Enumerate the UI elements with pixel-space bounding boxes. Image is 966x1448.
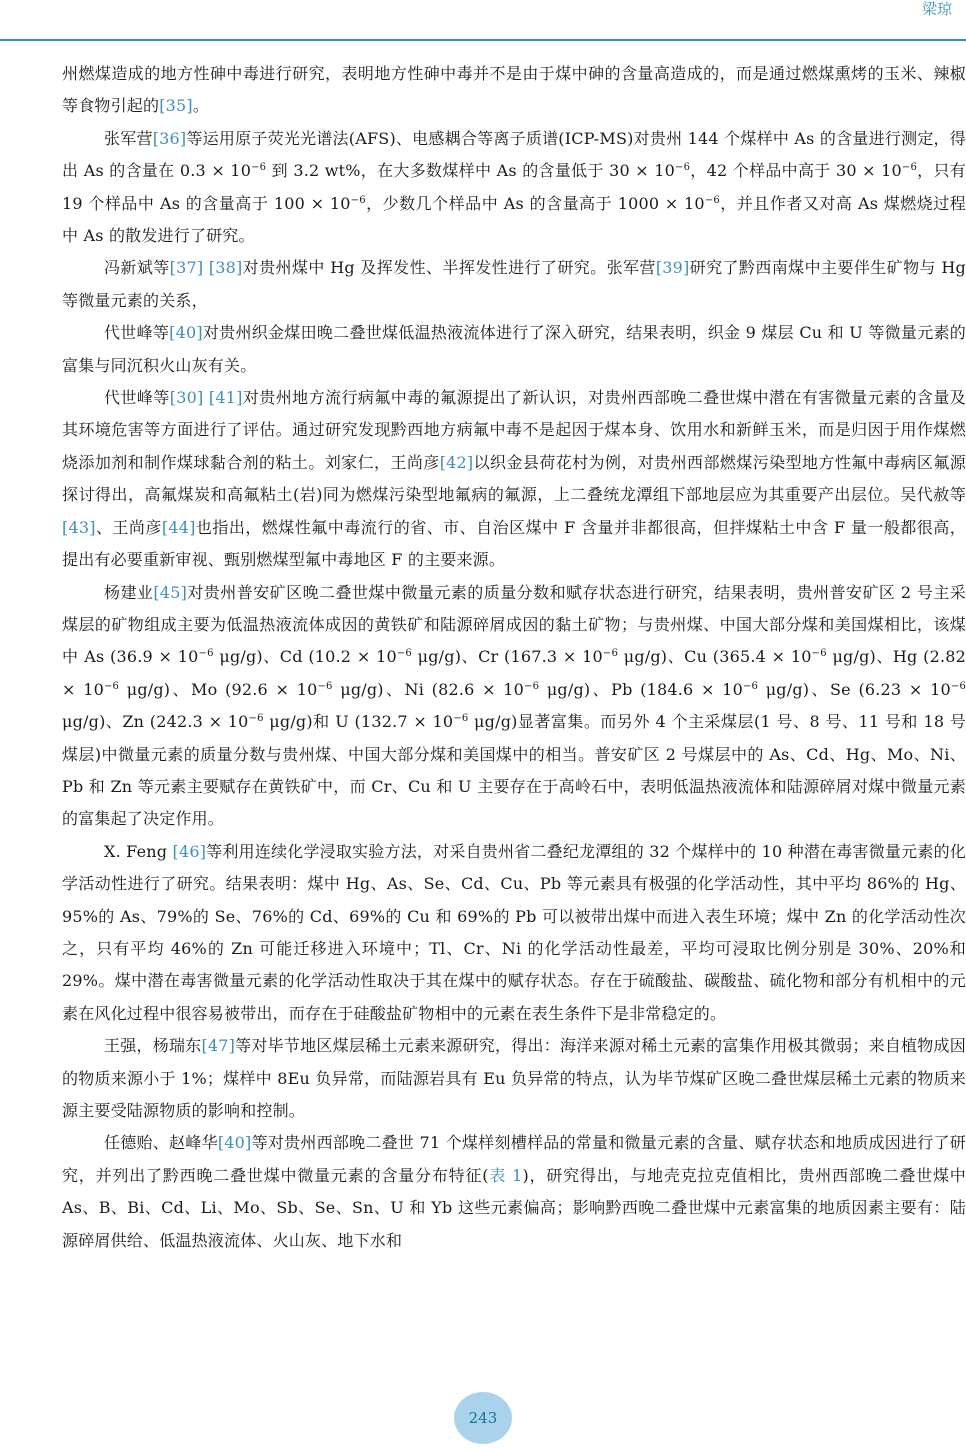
superscript-exponent: −6 (103, 680, 120, 692)
page-header (0, 0, 966, 40)
paragraph (62, 577, 966, 836)
citation-link[interactable]: [45] (153, 582, 188, 602)
text-run: 冯新斌等 (104, 258, 170, 278)
text-run: 等利用连续化学浸取实验方法，对采自贵州省二叠纪龙潭组的 32 个煤样中的 10 种潜在毒害微量元素的化学活动性进行了研究。结果表明：煤中 Hg、As、Se、Cd、Cu、Pb 等元素具有极强的化学活动性，其中平均 86%的 Hg、95%的 As、79%的 Se、76%的 Cd、69%的 Cu 和 69%的 Pb 可以被带出煤中而进入表生环境；煤中 Zn 的化学活动性次之，只有平均 46%的 Zn 可能迁移进入环境中；Tl、Cr、Ni 的化学活动性最差，平均可浸取比例分别是 30%、20%和 29%。煤中潜在毒害微量元素的化学活动性取决于其在煤中的赋存状态。存在于硫酸盐、碳酸盐、硫化物和部分有机相中的元素在风化过程中很容易被带出，而存在于硅酸盐矿物相中的元素在表生条件下是非常稳定的。 (62, 841, 966, 1023)
text-run: 等对毕节地区煤层稀土元素来源研究，得出：海洋来源对稀土元素的富集作用极其微弱；来自植物成因的物质来源小于 1%；煤样中 8Eu 负异常，而陆源岩具有 Eu 负异常的特点，认为毕节煤矿区晚二叠世煤层稀土元素的物质来源主要受陆源物质的影响和控制。 (62, 1036, 966, 1120)
paragraph (62, 58, 966, 123)
paragraph (62, 1127, 966, 1257)
text-run: ，少数几个样品中 As 的含量高于 1000 × 10 (365, 193, 705, 213)
text-run: 州燃煤造成的地方性砷中毒进行研究，表明地方性砷中毒并不是由于煤中砷的含量高造成的，而是通过燃煤熏烤的玉米、辣椒等食物引起的 (62, 64, 966, 116)
text-run: )，研究得出，与地壳克拉克值相比，贵州西部晚二叠世煤中 As、B、Bi、Cd、Li、Mo、Sb、Se、Sn、U 和 Yb 这些元素偏高；影响黔西晚二叠世煤中元素富集的地质因素主要有：陆源碎屑供给、低温热液流体、火山灰、地下水和 (62, 1165, 966, 1250)
citation-link[interactable]: [40] (217, 1133, 252, 1153)
text-run: 到 3.2 wt%，在大多数煤样中 As 的含量低于 30 × 10 (266, 161, 676, 181)
text-run: μg/g)、Pb (184.6 × 10 (539, 679, 743, 699)
superscript-exponent: −6 (675, 162, 691, 174)
citation-link[interactable]: [36] (152, 128, 187, 148)
citation-link[interactable]: [39] (655, 258, 690, 278)
superscript-exponent: −6 (704, 194, 720, 206)
citation-link[interactable]: [46] (172, 841, 207, 861)
superscript-exponent: −6 (950, 680, 966, 692)
running-head-author: 梁琼 (921, 0, 952, 18)
text-run: 、王尚彦 (95, 517, 162, 537)
superscript-exponent: −6 (248, 713, 264, 725)
superscript-exponent: −6 (811, 648, 827, 660)
citation-link[interactable]: [44] (161, 517, 196, 537)
text-run: 对贵州普安矿区晚二叠世煤中微量元素的质量分数和赋存状态进行研究，结果表明，贵州普安矿区 2 号主采煤层的矿物组成主要为低温热液流体成因的黄铁矿和陆源碎屑成因的黏土矿物；与贵州煤、中国大部分煤和美国煤相比，该煤中 As (36.9 × 10 (62, 582, 966, 667)
citation-link[interactable]: [43] (62, 517, 96, 537)
text-run: μg/g)、Se (6.23 × 10 (758, 679, 951, 699)
superscript-exponent: −6 (396, 648, 412, 660)
text-run: μg/g)、Zn (242.3 × 10 (62, 712, 249, 732)
paragraph (62, 836, 966, 1030)
superscript-exponent: −6 (198, 648, 214, 660)
text-run: μg/g)和 U (132.7 × 10 (263, 712, 454, 732)
text-run: ，42 个样品中高于 30 × 10 (690, 161, 902, 181)
superscript-exponent: −6 (350, 194, 366, 206)
text-run: 张军营 (104, 128, 153, 148)
citation-link[interactable]: [30] [41] (169, 388, 243, 408)
text-run: μg/g)显著富集。而另外 4 个主采煤层(1 号、8 号、11 号和 18 号煤层)中微量元素的质量分数与贵州煤、中国大部分煤和美国煤中的相当。普安矿区 2 号煤层中的 As、Cd、Hg、Mo、Ni、Pb 和 Zn 等元素主要赋存在黄铁矿中，而 Cr、Cu 和 U 主要存在于高岭石中，表明低温热液流体和陆源碎屑对煤中微量元素的富集起了决定作用。 (62, 712, 966, 829)
paragraph (62, 252, 966, 317)
text-run: 任德贻、赵峰华 (104, 1133, 218, 1153)
text-run: μg/g)、Cr (167.3 × 10 (412, 647, 603, 667)
text-run: 杨建业 (104, 582, 154, 602)
superscript-exponent: −6 (602, 648, 619, 660)
text-run: ，只有 19 个样品中 As 的含量高于 100 × 10 (62, 161, 966, 213)
text-run: 对贵州织金煤田晚二叠世煤低温热液流体进行了深入研究，结果表明，织金 9 煤层 Cu 和 U 等微量元素的富集与同沉积火山灰有关。 (62, 323, 966, 375)
text-run: 代世峰等 (104, 388, 170, 408)
text-run: μg/g)、Mo (92.6 × 10 (119, 679, 318, 699)
text-run: 对贵州地方流行病氟中毒的氟源提出了新认识，对贵州西部晚二叠世煤中潜在有害微量元素的含量及其环境危害等方面进行了评估。通过研究发现黔西地方病氟中毒不是起因于煤本身、饮用水和新鲜玉米，而是归因于用作煤燃烧添加剂和制作煤球黏合剂的粘土。刘家仁，王尚彦 (62, 388, 966, 472)
text-run: 对贵州煤中 Hg 及挥发性、半挥发性进行了研究。张军营 (242, 258, 656, 278)
text-run: 以织金县荷花村为例，对贵州西部燃煤污染型地方性氟中毒病区氟源探讨得出，高氟煤炭和高氟粘土(岩)同为燃煤污染型地氟病的氟源，上二叠统龙潭组下部地层应为其重要产出层位。吴代赦等 (62, 452, 966, 505)
paragraph (62, 382, 966, 576)
citation-link[interactable]: 表 1 (488, 1165, 523, 1185)
text-run: μg/g)、Cu (365.4 × 10 (618, 647, 812, 667)
header-divider (0, 39, 966, 41)
superscript-exponent: −6 (453, 713, 469, 725)
text-run: 。 (192, 96, 210, 116)
superscript-exponent: −6 (742, 680, 759, 692)
citation-link[interactable]: [35] (159, 96, 193, 116)
superscript-exponent: −6 (317, 680, 333, 692)
text-run: μg/g)、Ni (82.6 × 10 (332, 679, 525, 699)
text-run: 代世峰等 (104, 323, 170, 343)
text-run: 等运用原子荧光光谱法(AFS)、电感耦合等离子质谱(ICP-MS)对贵州 144 个煤样中 As 的含量进行测定，得出 As 的含量在 0.3 × 10 (62, 128, 966, 181)
paragraph (62, 123, 966, 253)
page-number-badge (454, 1392, 512, 1444)
superscript-exponent: −6 (251, 162, 267, 174)
superscript-exponent: −6 (524, 680, 540, 692)
citation-link[interactable]: [37] [38] (169, 258, 243, 278)
paragraph (62, 1030, 966, 1127)
citation-link[interactable]: [47] (201, 1036, 236, 1056)
text-run: ，并且作者又对高 As 煤燃烧过程中 As 的散发进行了研究。 (62, 193, 966, 246)
paragraph (62, 317, 966, 382)
article-body (62, 58, 966, 1257)
text-run: 研究了黔西南煤中主要伴生矿物与 Hg 等微量元素的关系， (62, 258, 966, 310)
text-run: X. Feng (104, 841, 173, 861)
page-number: 243 (468, 1409, 498, 1427)
text-run: 王强，杨瑞东 (104, 1036, 202, 1056)
superscript-exponent: −6 (901, 162, 918, 174)
text-run: μg/g)、Hg (2.82 × 10 (62, 647, 966, 699)
text-run: μg/g)、Cd (10.2 × 10 (213, 647, 397, 667)
citation-link[interactable]: [40] (169, 323, 203, 343)
citation-link[interactable]: [42] (439, 452, 474, 472)
text-run: 等对贵州西部晚二叠世 71 个煤样刻槽样品的常量和微量元素的含量、赋存状态和地质成因进行了研究，并列出了黔西晚二叠世煤中微量元素的含量分布特征( (62, 1133, 966, 1185)
text-run: 也指出，燃煤性氟中毒流行的省、市、自治区煤中 F 含量并非都很高，但拌煤粘土中含 F 量一般都很高，提出有必要重新审视、甄别燃煤型氟中毒地区 F 的主要来源。 (62, 517, 966, 570)
